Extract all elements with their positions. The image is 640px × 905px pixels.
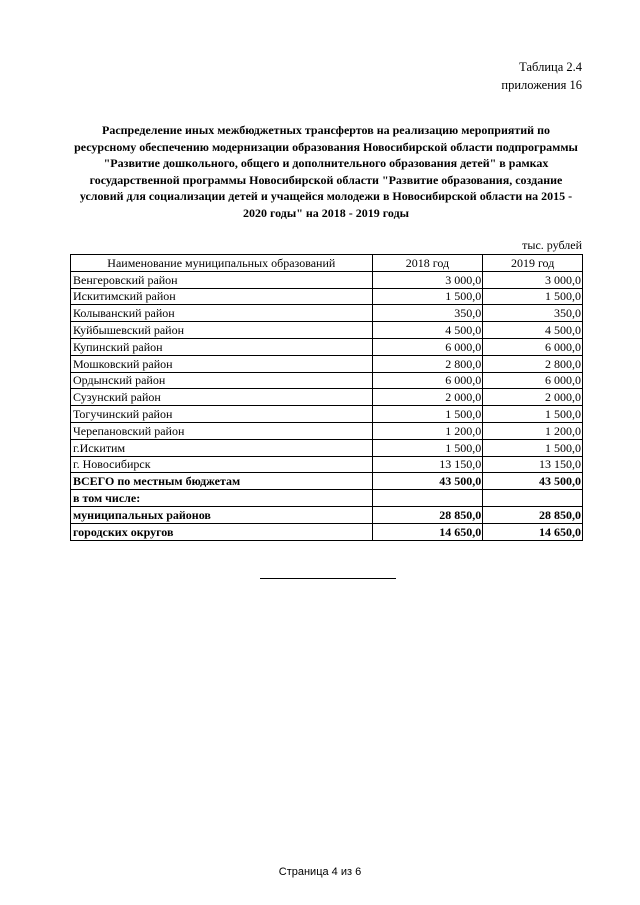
breakdown-2019: 28 850,0 [483, 506, 583, 523]
value-2019: 1 500,0 [483, 288, 583, 305]
empty-cell [372, 490, 483, 507]
value-2018: 1 500,0 [372, 406, 483, 423]
value-2018: 1 200,0 [372, 422, 483, 439]
page-number: Страница 4 из 6 [278, 866, 362, 878]
header-2019: 2019 год [483, 255, 583, 272]
municipality-name: Куйбышевский район [71, 322, 373, 339]
municipality-name: Черепановский район [71, 422, 373, 439]
table-row [71, 389, 583, 406]
municipality-name: Венгеровский район [71, 271, 373, 288]
table-row [71, 422, 583, 439]
total-row [71, 473, 583, 490]
value-2018: 13 150,0 [372, 456, 483, 473]
municipality-name: Сузунский район [71, 389, 373, 406]
table-header-row [71, 255, 583, 272]
table-row [71, 322, 583, 339]
value-2018: 3 000,0 [372, 271, 483, 288]
table-row [71, 355, 583, 372]
value-2018: 1 500,0 [372, 288, 483, 305]
municipality-name: Ордынский район [71, 372, 373, 389]
total-label: ВСЕГО по местным бюджетам [71, 473, 373, 490]
including-row [71, 490, 583, 507]
breakdown-row [71, 523, 583, 540]
total-2019: 43 500,0 [483, 473, 583, 490]
breakdown-2019: 14 650,0 [483, 523, 583, 540]
value-2018: 6 000,0 [372, 338, 483, 355]
divider-line [260, 578, 396, 579]
value-2019: 6 000,0 [483, 372, 583, 389]
value-2018: 350,0 [372, 305, 483, 322]
municipality-name: Колыванский район [71, 305, 373, 322]
table-row [71, 406, 583, 423]
table-row [71, 271, 583, 288]
header-municipality: Наименование муниципальных образований [71, 255, 373, 272]
value-2018: 6 000,0 [372, 372, 483, 389]
table-row [71, 305, 583, 322]
table-row [71, 456, 583, 473]
value-2019: 3 000,0 [483, 271, 583, 288]
value-2018: 2 000,0 [372, 389, 483, 406]
units-label: тыс. рублей [522, 238, 582, 252]
table-reference [501, 58, 582, 94]
table-number: Таблица 2.4 [519, 60, 582, 74]
municipality-name: г. Новосибирск [71, 456, 373, 473]
value-2019: 2 000,0 [483, 389, 583, 406]
table-row [71, 288, 583, 305]
value-2018: 2 800,0 [372, 355, 483, 372]
municipality-name: Тогучинский район [71, 406, 373, 423]
municipality-name: Мошковский район [71, 355, 373, 372]
breakdown-row [71, 506, 583, 523]
value-2019: 350,0 [483, 305, 583, 322]
value-2019: 6 000,0 [483, 338, 583, 355]
value-2019: 1 200,0 [483, 422, 583, 439]
value-2019: 1 500,0 [483, 406, 583, 423]
transfers-table [70, 254, 583, 541]
value-2018: 4 500,0 [372, 322, 483, 339]
breakdown-2018: 28 850,0 [372, 506, 483, 523]
header-2018: 2018 год [372, 255, 483, 272]
value-2018: 1 500,0 [372, 439, 483, 456]
value-2019: 2 800,0 [483, 355, 583, 372]
appendix-number: приложения 16 [501, 78, 582, 92]
breakdown-label: городских округов [71, 523, 373, 540]
empty-cell [483, 490, 583, 507]
breakdown-2018: 14 650,0 [372, 523, 483, 540]
total-2018: 43 500,0 [372, 473, 483, 490]
value-2019: 4 500,0 [483, 322, 583, 339]
value-2019: 1 500,0 [483, 439, 583, 456]
table-row [71, 338, 583, 355]
including-label: в том числе: [71, 490, 373, 507]
document-title: Распределение иных межбюджетных трансфертов на реализацию мероприятий по ресурсному обеспечению модернизации образования Новосибирской области подпрограммы "Развитие дошкольного, общего и дополнительного образования детей" в рамках государственной программы Новосибирской области "Развитие образования, создание условий для социализации детей и учащейся молодежи в Новосибирской области на 2015 - 2020 годы" на 2018 - 2019 годы [74, 123, 578, 220]
value-2019: 13 150,0 [483, 456, 583, 473]
table-row [71, 439, 583, 456]
table-row [71, 372, 583, 389]
municipality-name: Купинский район [71, 338, 373, 355]
municipality-name: Искитимский район [71, 288, 373, 305]
breakdown-label: муниципальных районов [71, 506, 373, 523]
municipality-name: г.Искитим [71, 439, 373, 456]
